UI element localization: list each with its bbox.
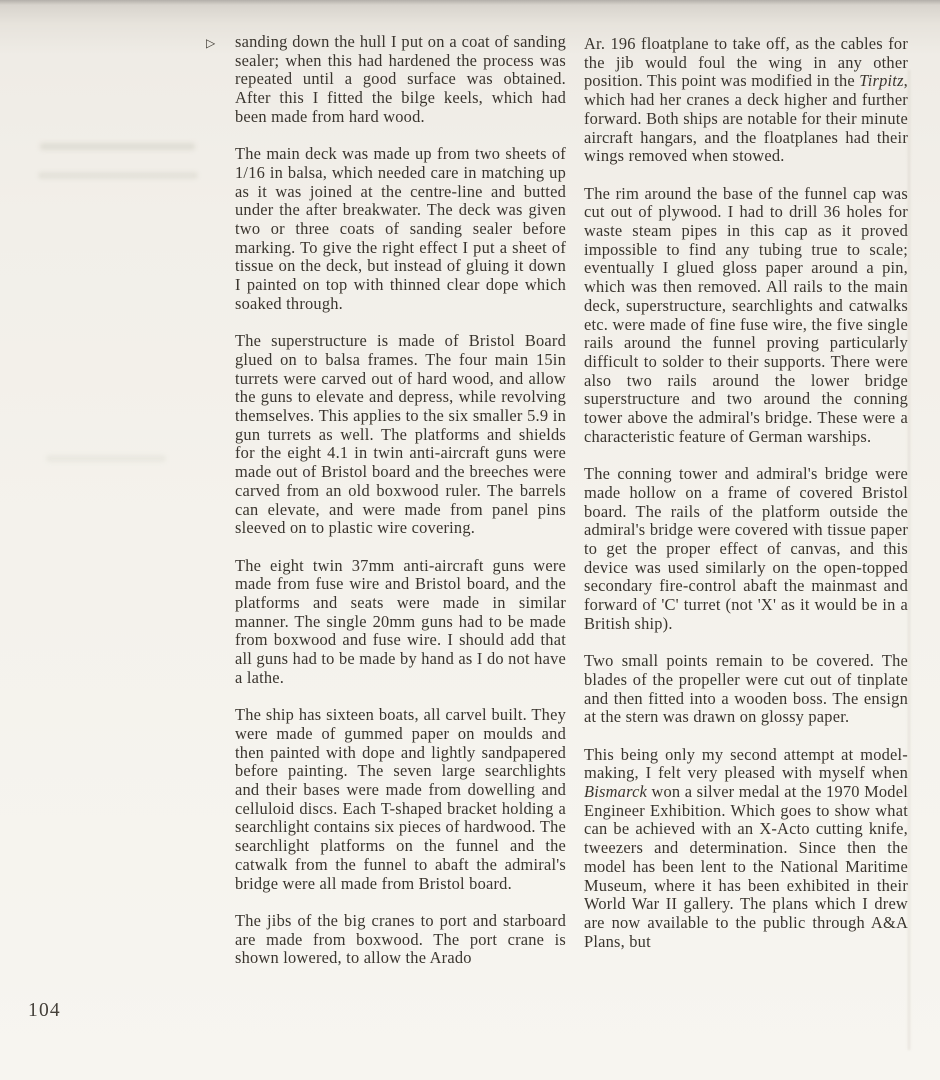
continuation-triangle-icon: ▷ [206, 36, 216, 50]
paragraph [584, 35, 908, 166]
ship-name-italic: Tirpitz [859, 71, 904, 91]
paragraph: The rim around the base of the funnel cap was cut out of plywood. I had to drill 36 holes for waste steam pipes in this cap as it proved impossible to find any tubing true to scale; eventually I glued gloss paper around a pin, which was then removed. All rails to the main deck, superstructure, searchlights and catwalks etc. were made of fine fuse wire, the five single rails around the funnel proving particularly difficult to solder to their supports. There were also two rails around the lower bridge superstructure and two around the conning tower above the admiral's bridge. These were a characteristic feature of German warships. [584, 183, 908, 446]
paragraph: The eight twin 37mm anti-aircraft guns were made from fuse wire and Bristol board, and the platforms and seats were made in similar manner. The single 20mm guns had to be made from boxwood and fuse wire. I should add that all guns had to be made by hand as I do not have a lathe. [235, 555, 566, 687]
paragraph: Two small points remain to be covered. The blades of the propeller were cut out of tinplate and then fitted into a wooden boss. The ensign at the stern was drawn on glossy paper. [584, 651, 908, 727]
right-text-column [584, 35, 908, 951]
paragraph: The jibs of the big cranes to port and starboard are made from boxwood. The port crane is shown lowered, to allow the Arado [235, 910, 566, 968]
ship-name-italic: Bismarck [584, 782, 648, 802]
left-text-column [235, 33, 566, 968]
paragraph-text: won a silver medal at the 1970 Model Engineer Exhibition. Which goes to show what can be achieved with an X-Acto cutting knife, tweezers and determination. Since then the model has been lent to the National Maritime Museum, where it has been exhibited in their World War II gallery. The plans which I drew are now available to the public through A&A Plans, but [584, 782, 908, 951]
paragraph: The main deck was made up from two sheets of 1/16 in balsa, which needed care in matching up as it was joined at the centre-line and butted under the after breakwater. The deck was given two or three coats of sanding sealer before marking. To give the right effect I put a sheet of tissue on the deck, but instead of gluing it down I painted on top with thinned clear dope which soaked through. [235, 144, 566, 313]
paragraph: The ship has sixteen boats, all carvel built. They were made of gummed paper on moulds and then painted with dope and lightly sandpapered before painting. The seven large searchlights and their bases were made from dowelling and celluloid discs. Each T-shaped bracket holding a searchlight contains six pieces of hardwood. The searchlight platforms on the funnel and the catwalk from the funnel to abaft the admiral's bridge were all made from Bristol board. [235, 705, 566, 893]
paragraph: The superstructure is made of Bristol Board glued on to balsa frames. The four main 15in turrets were carved out of hard wood, and allow the guns to elevate and depress, while revolving themselves. This applies to the six smaller 5.9 in gun turrets as well. The platforms and shields for the eight 4.1 in twin anti-aircraft guns were made out of Bristol board and the breeches were carved from an old boxwood ruler. The barrels can elevate, and were made from panel pins sleeved on to plastic wire covering. [235, 331, 566, 538]
paragraph-text: This being only my second attempt at model-making, I felt very pleased with myself when [584, 744, 908, 783]
paragraph: The conning tower and admiral's bridge were made hollow on a frame of covered Bristol board. The rails of the platform outside the admiral's bridge were covered with tissue paper to get the proper effect of canvas, and this device was used similarly on the open-topped secondary fire-control abaft the mainmast and forward of 'C' turret (not 'X' as it would be in a British ship). [584, 464, 908, 633]
page-showthrough-smudge [40, 143, 195, 150]
page-showthrough-smudge [46, 455, 166, 462]
page-crease [908, 70, 910, 1050]
paragraph [584, 746, 908, 952]
page-number: 104 [28, 1000, 61, 1021]
paragraph-text: Ar. 196 floatplane to take off, as the cables for the jib would foul the wing in any other position. This point was modified in the [584, 34, 908, 91]
paragraph-text: , which had her cranes a deck higher and further forward. Both ships are notable for their minute aircraft hangars, and the floatplanes had their wings removed when stowed. [584, 71, 908, 166]
paragraph: sanding down the hull I put on a coat of sanding sealer; when this had hardened the process was repeated until a good surface was obtained. After this I fitted the bilge keels, which had been made from hard wood. [235, 32, 566, 126]
page-showthrough-smudge [38, 172, 198, 179]
